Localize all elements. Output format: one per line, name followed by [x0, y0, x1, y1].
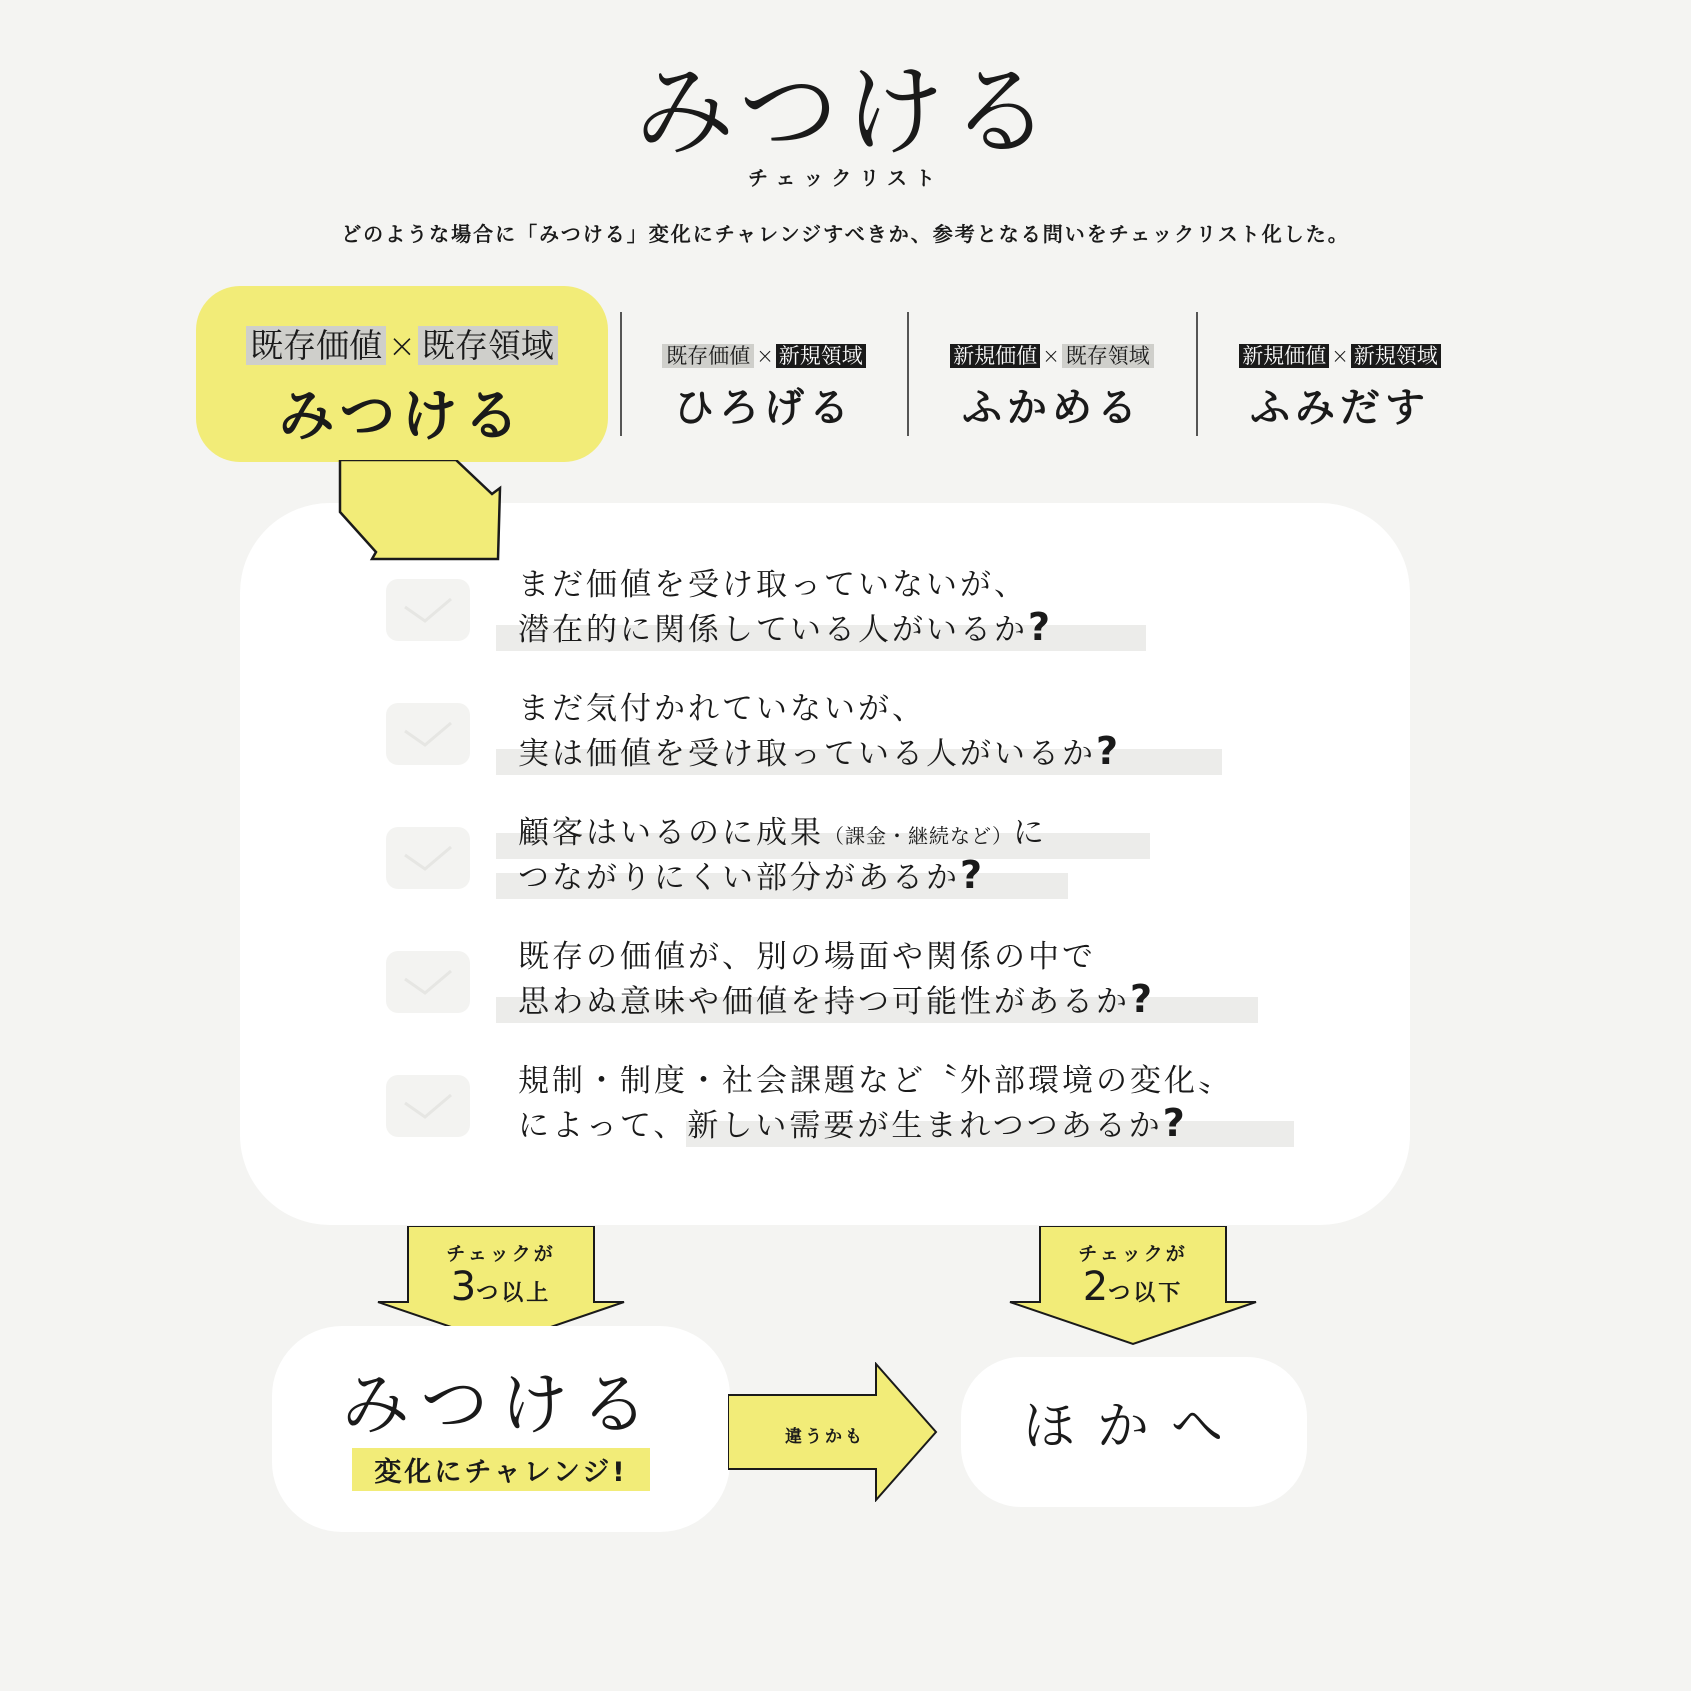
question-line: 顧客はいるのに成果（課金・継続など）に	[518, 815, 1047, 851]
question-line: 既存の価値が、別の場面や関係の中で	[518, 939, 1096, 975]
tab-fumidasu[interactable]	[1206, 340, 1474, 430]
checkbox[interactable]	[386, 951, 470, 1013]
checkbox[interactable]	[386, 579, 470, 641]
branch-no-label: チェックが 2つ以下	[1078, 1243, 1188, 1310]
question-mark: ?	[1028, 605, 1054, 649]
checkmark-icon	[403, 967, 453, 997]
question-mark: ?	[1162, 1101, 1188, 1145]
branch-yes-label: チェックが 3つ以上	[446, 1243, 556, 1310]
result-badge: 変化にチャレンジ!	[352, 1448, 649, 1491]
tab-divider	[907, 312, 909, 436]
checklist-item[interactable]	[386, 937, 1286, 1027]
result-mitsukeru	[272, 1326, 730, 1532]
checkmark-icon	[403, 595, 453, 625]
times-symbol: ×	[388, 326, 416, 365]
tab-axis	[917, 340, 1187, 370]
question-mark: ?	[1130, 977, 1156, 1021]
tab-mitsukeru[interactable]	[196, 286, 608, 462]
axis-existing-value: 既存価値	[662, 344, 754, 368]
question-mark: ?	[960, 853, 986, 897]
question-line: まだ価値を受け取っていないが、	[518, 567, 1028, 603]
question-line: 規制・制度・社会課題など〝外部環境の変化〟	[518, 1063, 1232, 1099]
tab-divider	[620, 312, 622, 436]
axis-existing-domain: 既存領域	[1062, 344, 1154, 368]
question-mark: ?	[1096, 729, 1122, 773]
checkbox[interactable]	[386, 703, 470, 765]
checkbox[interactable]	[386, 827, 470, 889]
checkmark-icon	[403, 1091, 453, 1121]
question-line: 思わぬ意味や価値を持つ可能性があるか?	[518, 977, 1156, 1021]
axis-new-domain: 新規領域	[776, 344, 866, 368]
page-title: みつける	[634, 53, 1057, 170]
times-symbol: ×	[1042, 344, 1060, 368]
checkmark-icon	[403, 719, 453, 749]
times-symbol: ×	[756, 344, 774, 368]
result-other	[961, 1357, 1307, 1507]
page-subtitle: チェックリスト	[748, 166, 943, 190]
question-line: によって、新しい需要が生まれつつあるか?	[518, 1101, 1188, 1145]
question-line: まだ気付かれていないが、	[518, 691, 926, 727]
times-symbol: ×	[1331, 344, 1349, 368]
tab-axis	[196, 320, 608, 367]
checklist-item[interactable]	[386, 565, 1286, 655]
axis-new-domain: 新規領域	[1351, 344, 1441, 368]
checkmark-icon	[403, 843, 453, 873]
question-line: つながりにくい部分があるか?	[518, 853, 986, 897]
tab-divider	[1196, 312, 1198, 436]
axis-new-value: 新規価値	[950, 344, 1040, 368]
tab-name: ひろげる	[674, 385, 854, 431]
maybe-label: 違うかも	[785, 1427, 865, 1447]
down-arrow-icon	[338, 460, 508, 562]
question-line: 実は価値を受け取っている人がいるか?	[518, 729, 1122, 773]
tab-axis	[630, 340, 898, 370]
checkbox[interactable]	[386, 1075, 470, 1137]
tab-fukameru[interactable]	[917, 340, 1187, 430]
tab-name: ふみだす	[1250, 385, 1430, 431]
checklist-item[interactable]	[386, 813, 1286, 903]
tab-axis	[1206, 340, 1474, 370]
axis-existing-domain: 既存領域	[418, 326, 558, 365]
checklist-item[interactable]	[386, 1061, 1286, 1151]
tab-hirogeru[interactable]	[630, 340, 898, 430]
question-line: 潜在的に関係している人がいるか?	[518, 605, 1054, 649]
other-title: ほかへ	[1022, 1397, 1245, 1457]
axis-existing-value: 既存価値	[246, 326, 386, 365]
tab-name: みつける	[278, 384, 526, 449]
intro-text: どのような場合に「みつける」変化にチャレンジすべきか、参考となる問いをチェックリスト化した。	[341, 222, 1350, 246]
tab-name: ふかめる	[962, 385, 1142, 431]
checklist-item[interactable]	[386, 689, 1286, 779]
result-title: みつける	[341, 1366, 661, 1445]
axis-new-value: 新規価値	[1239, 344, 1329, 368]
